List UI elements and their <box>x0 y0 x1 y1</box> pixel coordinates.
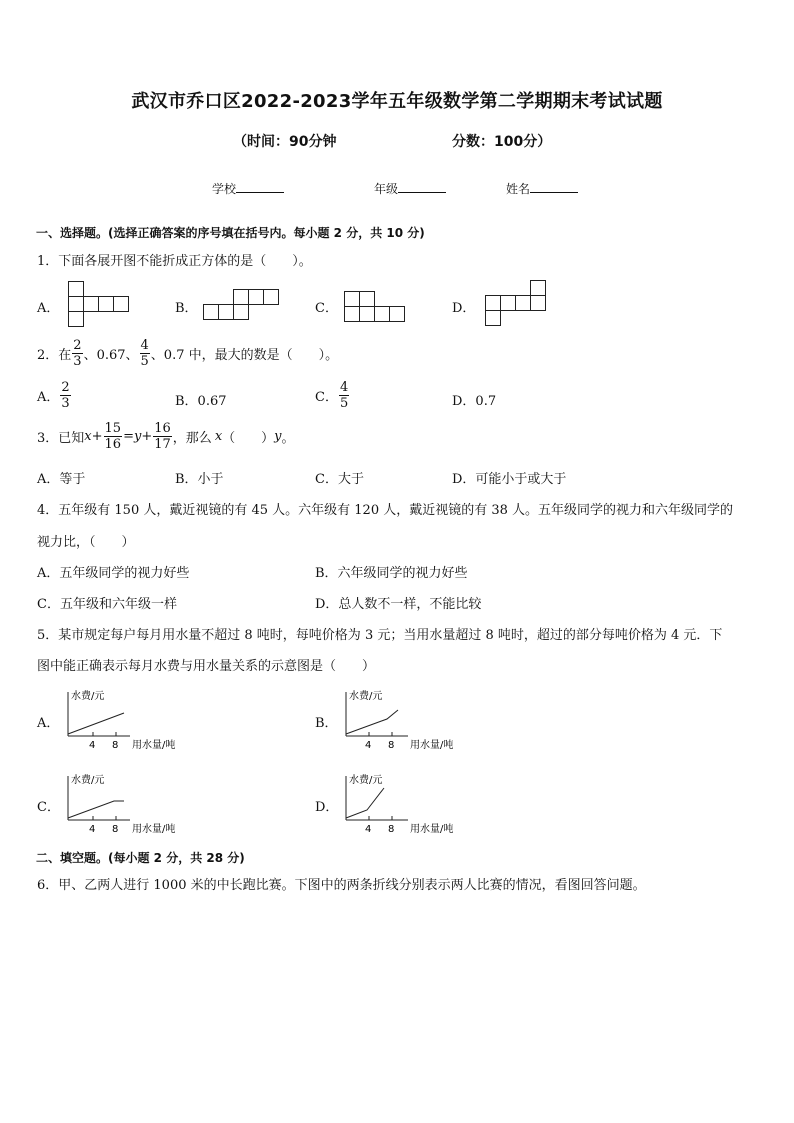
exam-time: （时间：90分钟 <box>233 134 337 150</box>
name-field <box>506 180 578 197</box>
q5-line-1: 5．某市规定每户每月用水量不超过 8 吨时，每吨价格为 3 元；当用水量超过 8 吨时，超过的部分每吨价格为 4 元．下 <box>37 628 723 643</box>
name-label: 姓名 <box>506 182 531 196</box>
q4-option-a: A．五年级同学的视力好些 <box>37 566 190 581</box>
q5-graph-a-ylabel: 水费/元 <box>71 691 105 702</box>
page-title: 武汉市乔口区2022-2023学年五年级数学第二学期期末考试试题 <box>131 91 663 112</box>
q3-blank: （ ） <box>222 431 275 446</box>
q5-graph-c-tick-4: 4 <box>89 824 96 835</box>
q1-net-b <box>203 289 281 322</box>
q2-suffix: 、0.7 中，最大的数是（ ）。 <box>150 348 339 363</box>
q4-option-c: C．五年级和六年级一样 <box>37 597 177 612</box>
q5-graph-a <box>58 688 188 750</box>
exam-score: 分数：100分） <box>452 134 552 150</box>
q1-option-b-label: B． <box>175 301 198 316</box>
q4-option-b: B．六年级同学的视力好些 <box>315 566 468 581</box>
q5-graph-d <box>336 772 466 834</box>
q5-option-a-label: A． <box>37 716 60 731</box>
q1-option-d-label: D． <box>452 301 476 316</box>
q2-option-b: B．0.67 <box>175 394 227 409</box>
school-field <box>212 180 284 197</box>
q2-option-a-fraction: $\frac{2}{3}$ <box>61 380 70 411</box>
q5-line-2: 图中能正确表示每月水费与用水量关系的示意图是（ ） <box>37 659 376 674</box>
q3-prefix: 3．已知 <box>37 431 85 446</box>
q6-text: 6．甲、乙两人进行 1000 米的中长跑比赛。下图中的两条折线分别表示两人比赛的情况，看图回答问题。 <box>37 878 646 893</box>
q4-option-d: D．总人数不一样，不能比较 <box>315 597 482 612</box>
q2-option-d: D．0.7 <box>452 394 497 409</box>
q5-graph-d-tick-4: 4 <box>365 824 372 835</box>
q2-question <box>37 338 338 369</box>
q3-option-d: D．可能小于或大于 <box>452 472 567 487</box>
q3-x: x <box>84 429 92 444</box>
q3-fraction-1: $\frac{15}{16}$ <box>104 421 122 452</box>
q1-option-a-label: A． <box>37 301 60 316</box>
q2-option-c: C． $\frac{4}{5}$ <box>315 380 349 411</box>
q2-option-c-fraction: $\frac{4}{5}$ <box>339 380 349 411</box>
q3-option-c: C．大于 <box>315 472 364 487</box>
q2-fraction-2: $\frac{4}{5}$ <box>140 338 149 369</box>
grade-blank <box>398 181 446 193</box>
q5-graph-c <box>58 772 188 834</box>
q3-option-b: B．小于 <box>175 472 224 487</box>
q2-mid: 、0.67、 <box>83 348 139 363</box>
q5-graph-b-tick-8: 8 <box>388 740 395 751</box>
q5-graph-c-tick-8: 8 <box>112 824 119 835</box>
q5-graph-d-xlabel: 用水量/吨 <box>410 824 454 835</box>
q1-text: 1．下面各展开图不能折成正方体的是（ ）。 <box>37 254 312 269</box>
school-blank <box>236 181 284 193</box>
q3-y: y <box>133 429 142 444</box>
grade-label: 年级 <box>374 182 399 196</box>
q4-line-1: 4．五年级有 150 人，戴近视镜的有 45 人。六年级有 120 人，戴近视镜的有 38 人。五年级同学的视力和六年级同学的 <box>37 503 734 518</box>
q5-graph-b-xlabel: 用水量/吨 <box>410 740 454 751</box>
q1-net-a <box>68 281 130 328</box>
school-label: 学校 <box>212 182 237 196</box>
q1-net-d <box>485 280 555 328</box>
q5-option-c-label: C． <box>37 800 60 815</box>
q5-graph-a-tick-8: 8 <box>112 740 119 751</box>
q2-prefix: 2．在 <box>37 348 72 363</box>
q3-option-a: A．等于 <box>37 472 86 487</box>
q3-fraction-2: $\frac{16}{17}$ <box>154 421 171 452</box>
q5-option-d-label: D． <box>315 800 339 815</box>
q5-graph-d-ylabel: 水费/元 <box>349 775 383 786</box>
q5-graph-b-tick-4: 4 <box>365 740 372 751</box>
section-1-heading: 一、选择题。(选择正确答案的序号填在括号内。每小题 2 分，共 10 分) <box>36 226 425 240</box>
name-blank <box>530 181 578 193</box>
q5-graph-a-tick-4: 4 <box>89 740 96 751</box>
q2-fraction-1: $\frac{2}{3}$ <box>73 338 82 369</box>
q3-question: 3．已知 x + $\frac{15}{16}$ = y + $\frac{16}{17}$ ，那么 x （ ） y 。 <box>37 421 295 452</box>
q4-line-2: 视力比，（ ） <box>37 535 135 550</box>
q5-graph-c-xlabel: 用水量/吨 <box>132 824 176 835</box>
q5-graph-c-ylabel: 水费/元 <box>71 775 105 786</box>
grade-field <box>374 180 446 197</box>
q5-graph-d-tick-8: 8 <box>388 824 395 835</box>
q5-graph-a-xlabel: 用水量/吨 <box>132 740 176 751</box>
q5-graph-b-ylabel: 水费/元 <box>349 691 383 702</box>
q1-net-c <box>344 291 407 323</box>
q1-option-c-label: C． <box>315 301 338 316</box>
q2-option-a: A． $\frac{2}{3}$ <box>37 380 70 411</box>
q5-graph-b <box>336 688 466 750</box>
q5-option-b-label: B． <box>315 716 338 731</box>
section-2-heading: 二、填空题。(每小题 2 分，共 28 分) <box>36 851 245 865</box>
